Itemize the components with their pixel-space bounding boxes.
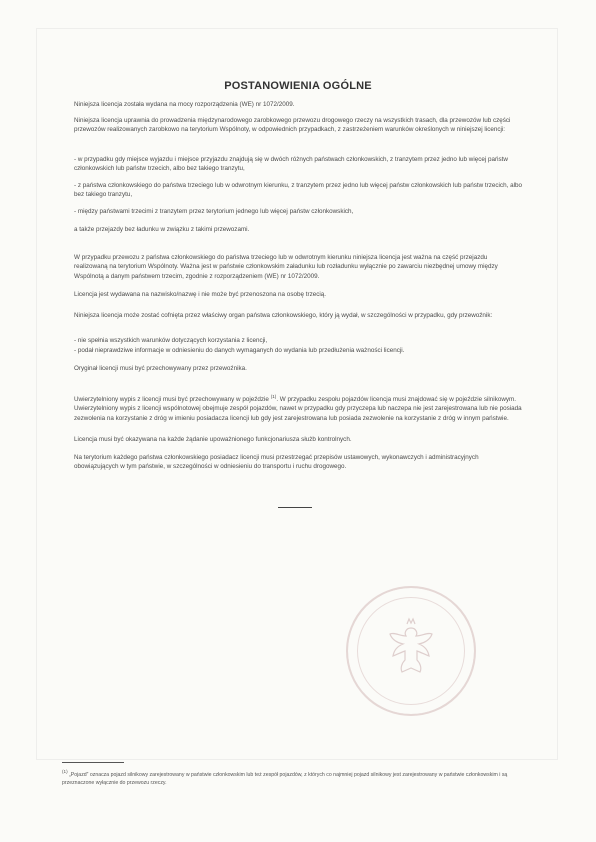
paragraph-empty-runs: a także przejazdy bez ładunku w związku z takimi przewozami. [74,226,250,233]
footnote-marker: (1) [62,769,68,774]
section-separator [278,507,312,508]
paragraph-case-member-states: - w przypadku gdy miejsce wyjazdu i miejsce przyjazdu znajdują się w dwóch różnych państwach członkowskich, z tranzytem przez jedno lub więcej państw członkowskich lub państw trzecich, albo bez takiego tranzytu, [74,156,508,173]
paragraph-scope: Niniejsza licencja uprawnia do prowadzenia międzynarodowego zarobkowego przewozu drogowego rzeczy na wszystkich trasach, dla przewozów lub części przewozów realizowanych zarobkowo na terytorium Wspólnoty, w odpowiednich przypadkach, z zastrzeżeniem warunków określonych w niniejszej licencji: [74,117,511,134]
copy-text-end: . W przypadku zespołu pojazdów licencja musi znajdować się w pojeździe silnikowym. Uwierzytelniony wypis z licencji wspólnotowej obejmuje zespół pojazdów, nawet w przypadku gdy przyczepa lub naczepa nie jest zarejestrowana lub nie posiada zezwolenia na korzystanie z dróg w imieniu posiadacza licencji lub gdy jest zarejestrowana lub posiada zezwolenie na korzystanie z dróg w innym państwie. [74,396,522,422]
footnote-text: „Pojazd” oznacza pojazd silnikowy zarejestrowany w państwie członkowskim lub też zespół pojazdów, z których co najmniej pojazd silnikowy jest zarejestrowany w państwie członkowskim i są przeznaczone wyłącznie do przewozu rzeczy. [62,772,508,786]
official-seal-stamp [346,586,476,716]
copy-text-start: Uwierzytelniony wypis z licencji musi być przechowywany w pojeździe [74,396,271,403]
footnote-reference: (1) [270,394,277,399]
paragraph-case-third-country: - z państwa członkowskiego do państwa trzeciego lub w odwrotnym kierunku, z tranzytem przez jedno lub więcej państw członkowskich lub państw trzecich, albo bez takiego tranzytu, [74,182,522,199]
footnote-rule [62,762,124,763]
paragraph-withdrawal-condition-1: - nie spełnia wszystkich warunków dotyczących korzystania z licencji, [74,337,268,344]
paragraph-national-law: Na terytorium każdego państwa członkowskiego posiadacz licencji musi przestrzegać przepisów ustawowych, wykonawczych i administracyjnych obowiązujących w tym państwie, w szczególności w odniesieniu do transportu i ruchu drogowego. [74,454,479,471]
eagle-emblem-icon [348,588,474,714]
paragraph-withdrawal-condition-2: - podał nieprawdziwe informacje w odniesieniu do danych wymaganych do wydania lub przedłużenia ważności licencji. [74,347,405,354]
paragraph-legal-basis: Niniejsza licencja została wydana na mocy rozporządzenia (WE) nr 1072/2009. [74,101,295,108]
paragraph-inspection: Licencja musi być okazywana na każde żądanie upoważnionego funkcjonariusza służb kontrolnych. [74,436,352,443]
paragraph-original-kept: Oryginał licencji musi być przechowywany przez przewoźnika. [74,365,247,372]
document-title: POSTANOWIENIA OGÓLNE [224,80,372,92]
paragraph-case-between-third: - między państwami trzecimi z tranzytem przez terytorium jednego lub więcej państw członkowskich, [74,208,354,215]
paragraph-certified-copy [74,392,522,423]
footnote [62,768,532,787]
paragraph-third-country-validity: W przypadku przewozu z państwa członkowskiego do państwa trzeciego lub w odwrotnym kierunku niniejsza licencja jest ważna na część przejazdu realizowaną na terytorium Wspólnoty. Ważna jest w państwie członkowskim załadunku lub rozładunku wyłącznie po zawarciu niezbędnej umowy między Wspólnotą a danym państwem trzecim, zgodnie z rozporządzeniem (WE) nr 1072/2009. [74,254,498,280]
paragraph-non-transferable: Licencja jest wydawana na nazwisko/nazwę i nie może być przenoszona na osobę trzecią. [74,291,327,298]
paragraph-withdrawal: Niniejsza licencja może zostać cofnięta przez właściwy organ państwa członkowskiego, który ją wydał, w szczególności w przypadku, gdy przewoźnik: [74,312,493,319]
